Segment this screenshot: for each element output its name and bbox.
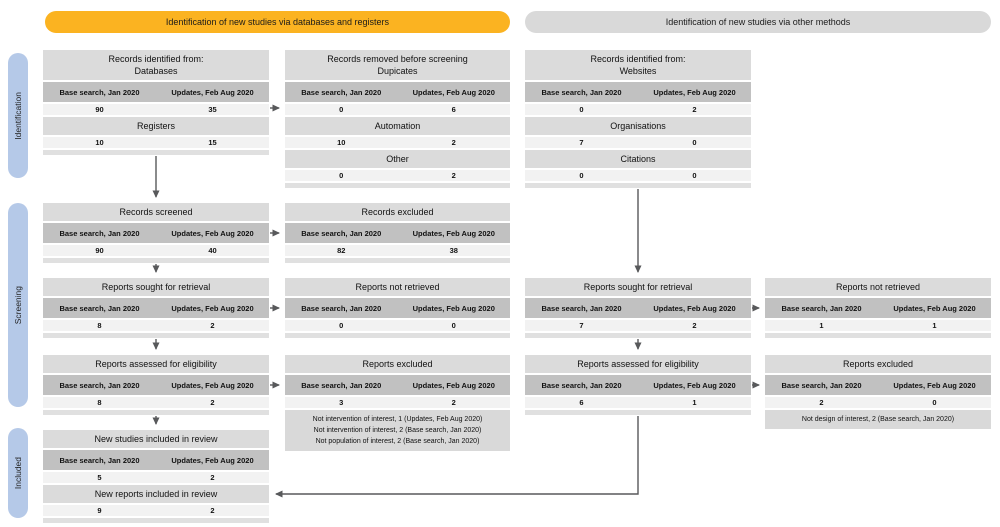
flow-box-new-studies-included: [43, 430, 269, 523]
subheader-cell: Updates, Feb Aug 2020: [171, 455, 254, 465]
box-footer-strip: [765, 333, 991, 338]
value-cell: 8: [97, 398, 102, 407]
box-values: [525, 137, 751, 148]
box-subheader: [43, 223, 269, 243]
box-section-label: Registers: [43, 117, 269, 135]
flow-box-records-removed-before-screening: [285, 50, 510, 188]
value-cell: 2: [451, 171, 456, 180]
subheader-cell: Updates, Feb Aug 2020: [653, 303, 736, 313]
box-exclusion-reasons: [765, 410, 991, 429]
stage-label-screening: Screening: [13, 285, 23, 325]
box-title-line: Databases: [134, 66, 178, 76]
flow-box-records-identified-websites: [525, 50, 751, 188]
flow-box-records-screened: [43, 203, 269, 263]
box-values: [285, 170, 510, 181]
box-title-line: Reports excluded: [842, 359, 914, 369]
subheader-cell: Updates, Feb Aug 2020: [171, 303, 254, 313]
subheader-cell: Updates, Feb Aug 2020: [171, 87, 254, 97]
flow-box-reports-assessed-other: [525, 355, 751, 415]
value-cell: 1: [692, 398, 697, 407]
box-subheader: [525, 375, 751, 395]
value-cell: 7: [579, 138, 584, 147]
box-values: [285, 104, 510, 115]
box-title: [525, 50, 751, 80]
box-title: [525, 355, 751, 373]
subheader-cell: Base search, Jan 2020: [59, 87, 140, 97]
box-title-line: Records screened: [119, 207, 193, 217]
box-section-label: New reports included in review: [43, 485, 269, 503]
value-cell: 2: [819, 398, 824, 407]
box-title: [285, 203, 510, 221]
value-cell: 0: [692, 138, 697, 147]
box-subheader: [43, 82, 269, 102]
box-subheader: [285, 375, 510, 395]
value-cell: 1: [932, 321, 937, 330]
subheader-cell: Base search, Jan 2020: [59, 380, 140, 390]
stage-label-included: Included: [13, 456, 23, 490]
subheader-cell: Base search, Jan 2020: [541, 303, 622, 313]
box-title: [43, 355, 269, 373]
box-footer-strip: [43, 258, 269, 263]
banner-databases-registers: Identification of new studies via databases and registers: [45, 11, 510, 33]
box-values: [525, 170, 751, 181]
box-title-line: Records removed before screening: [327, 54, 468, 64]
box-title-line: Dupicates: [377, 66, 418, 76]
exclusion-reason-line: Not intervention of interest, 1 (Updates, Feb Aug 2020): [312, 416, 483, 423]
box-title: [285, 50, 510, 80]
box-subheader: [43, 375, 269, 395]
value-cell: 15: [208, 138, 217, 147]
box-subheader: [285, 223, 510, 243]
subheader-cell: Base search, Jan 2020: [301, 303, 382, 313]
box-subheader: [43, 298, 269, 318]
subheader-cell: Base search, Jan 2020: [301, 87, 382, 97]
box-title: [43, 278, 269, 296]
exclusion-reason-line: Not intervention of interest, 2 (Base search, Jan 2020): [313, 427, 482, 434]
stage-label-identification: Identification: [13, 91, 23, 140]
stage-pill-included: [8, 428, 28, 518]
box-subheader: [765, 298, 991, 318]
box-title-line: Records excluded: [361, 207, 434, 217]
value-cell: 0: [932, 398, 937, 407]
box-footer-strip: [525, 333, 751, 338]
box-footer-strip: [285, 183, 510, 188]
value-cell: 2: [210, 506, 215, 515]
box-values: [765, 320, 991, 331]
box-values: [525, 397, 751, 408]
subheader-cell: Updates, Feb Aug 2020: [412, 303, 495, 313]
value-cell: 38: [449, 246, 458, 255]
box-section-label: Automation: [285, 117, 510, 135]
value-cell: 0: [692, 171, 697, 180]
flow-box-reports-sought-databases: [43, 278, 269, 338]
value-cell: 90: [95, 105, 104, 114]
flow-box-records-identified-databases-registers: [43, 50, 269, 155]
box-title-line: Records identified from:: [590, 54, 686, 64]
subheader-cell: Base search, Jan 2020: [781, 303, 862, 313]
value-cell: 10: [95, 138, 104, 147]
value-cell: 7: [579, 321, 584, 330]
flow-box-reports-excluded-other: [765, 355, 991, 429]
subheader-cell: Updates, Feb Aug 2020: [412, 380, 495, 390]
box-title-line: Websites: [619, 66, 657, 76]
box-title: [285, 278, 510, 296]
box-title-line: New studies included in review: [94, 434, 218, 444]
box-title: [43, 203, 269, 221]
flow-box-records-excluded: [285, 203, 510, 263]
subheader-cell: Updates, Feb Aug 2020: [171, 380, 254, 390]
box-values: [765, 397, 991, 408]
flow-box-reports-sought-other: [525, 278, 751, 338]
box-values: [285, 397, 510, 408]
box-values: [285, 245, 510, 256]
value-cell: 2: [210, 321, 215, 330]
subheader-cell: Updates, Feb Aug 2020: [653, 380, 736, 390]
box-section-label: Citations: [525, 150, 751, 168]
value-cell: 2: [692, 321, 697, 330]
box-values: [43, 137, 269, 148]
box-footer-strip: [525, 183, 751, 188]
value-cell: 40: [208, 246, 217, 255]
flow-box-reports-not-retrieved-databases: [285, 278, 510, 338]
value-cell: 2: [451, 138, 456, 147]
value-cell: 0: [451, 321, 456, 330]
box-values: [525, 320, 751, 331]
box-title-line: Reports sought for retrieval: [101, 282, 211, 292]
box-title: [765, 355, 991, 373]
exclusion-reason-line: Not population of interest, 2 (Base search, Jan 2020): [315, 438, 480, 445]
box-title-line: Reports not retrieved: [835, 282, 921, 292]
subheader-cell: Updates, Feb Aug 2020: [893, 380, 976, 390]
subheader-cell: Base search, Jan 2020: [59, 303, 140, 313]
value-cell: 3: [339, 398, 344, 407]
box-subheader: [525, 82, 751, 102]
value-cell: 0: [339, 105, 344, 114]
box-title-line: Reports sought for retrieval: [583, 282, 693, 292]
value-cell: 2: [692, 105, 697, 114]
box-title-line: Reports assessed for eligibility: [577, 359, 699, 369]
flow-box-reports-not-retrieved-other: [765, 278, 991, 338]
value-cell: 10: [337, 138, 346, 147]
subheader-cell: Base search, Jan 2020: [301, 228, 382, 238]
box-values: [285, 320, 510, 331]
value-cell: 90: [95, 246, 104, 255]
box-footer-strip: [285, 258, 510, 263]
flow-box-reports-assessed-databases: [43, 355, 269, 415]
value-cell: 0: [339, 321, 344, 330]
value-cell: 2: [451, 398, 456, 407]
subheader-cell: Base search, Jan 2020: [59, 455, 140, 465]
exclusion-reason-line: Not design of interest, 2 (Base search, Jan 2020): [801, 416, 955, 423]
stage-pill-identification: [8, 53, 28, 178]
box-values: [43, 104, 269, 115]
value-cell: 1: [819, 321, 824, 330]
value-cell: 2: [210, 473, 215, 482]
value-cell: 6: [451, 105, 456, 114]
box-section-label: Organisations: [525, 117, 751, 135]
box-title: [43, 430, 269, 448]
value-cell: 0: [339, 171, 344, 180]
subheader-cell: Updates, Feb Aug 2020: [412, 228, 495, 238]
box-section-label: Other: [285, 150, 510, 168]
box-subheader: [765, 375, 991, 395]
box-title-line: Reports not retrieved: [355, 282, 440, 292]
box-values: [43, 320, 269, 331]
box-subheader: [43, 450, 269, 470]
box-values: [43, 245, 269, 256]
box-title: [285, 355, 510, 373]
box-subheader: [285, 82, 510, 102]
box-values: [43, 397, 269, 408]
box-exclusion-reasons: [285, 410, 510, 451]
box-title: [765, 278, 991, 296]
stage-pill-screening: [8, 203, 28, 407]
box-values: [285, 137, 510, 148]
box-subheader: [285, 298, 510, 318]
box-subheader: [525, 298, 751, 318]
box-title-line: Records identified from:: [108, 54, 204, 64]
value-cell: 2: [210, 398, 215, 407]
value-cell: 82: [337, 246, 346, 255]
flow-box-reports-excluded-databases: [285, 355, 510, 451]
subheader-cell: Updates, Feb Aug 2020: [412, 87, 495, 97]
subheader-cell: Base search, Jan 2020: [301, 380, 382, 390]
box-footer-strip: [285, 333, 510, 338]
value-cell: 8: [97, 321, 102, 330]
banner-other-methods: Identification of new studies via other methods: [525, 11, 991, 33]
box-title-line: Reports assessed for eligibility: [95, 359, 217, 369]
subheader-cell: Updates, Feb Aug 2020: [893, 303, 976, 313]
value-cell: 6: [579, 398, 584, 407]
subheader-cell: Base search, Jan 2020: [781, 380, 862, 390]
box-values: [525, 104, 751, 115]
value-cell: 5: [97, 473, 102, 482]
box-title-line: Reports excluded: [362, 359, 433, 369]
box-footer-strip: [43, 518, 269, 523]
value-cell: 0: [579, 105, 584, 114]
value-cell: 9: [97, 506, 102, 515]
box-values: [43, 472, 269, 483]
subheader-cell: Updates, Feb Aug 2020: [653, 87, 736, 97]
box-footer-strip: [525, 410, 751, 415]
subheader-cell: Updates, Feb Aug 2020: [171, 228, 254, 238]
box-values: [43, 505, 269, 516]
subheader-cell: Base search, Jan 2020: [541, 87, 622, 97]
subheader-cell: Base search, Jan 2020: [541, 380, 622, 390]
value-cell: 35: [208, 105, 217, 114]
box-footer-strip: [43, 333, 269, 338]
value-cell: 0: [579, 171, 584, 180]
box-title: [43, 50, 269, 80]
box-footer-strip: [43, 150, 269, 155]
subheader-cell: Base search, Jan 2020: [59, 228, 140, 238]
box-footer-strip: [43, 410, 269, 415]
box-title: [525, 278, 751, 296]
